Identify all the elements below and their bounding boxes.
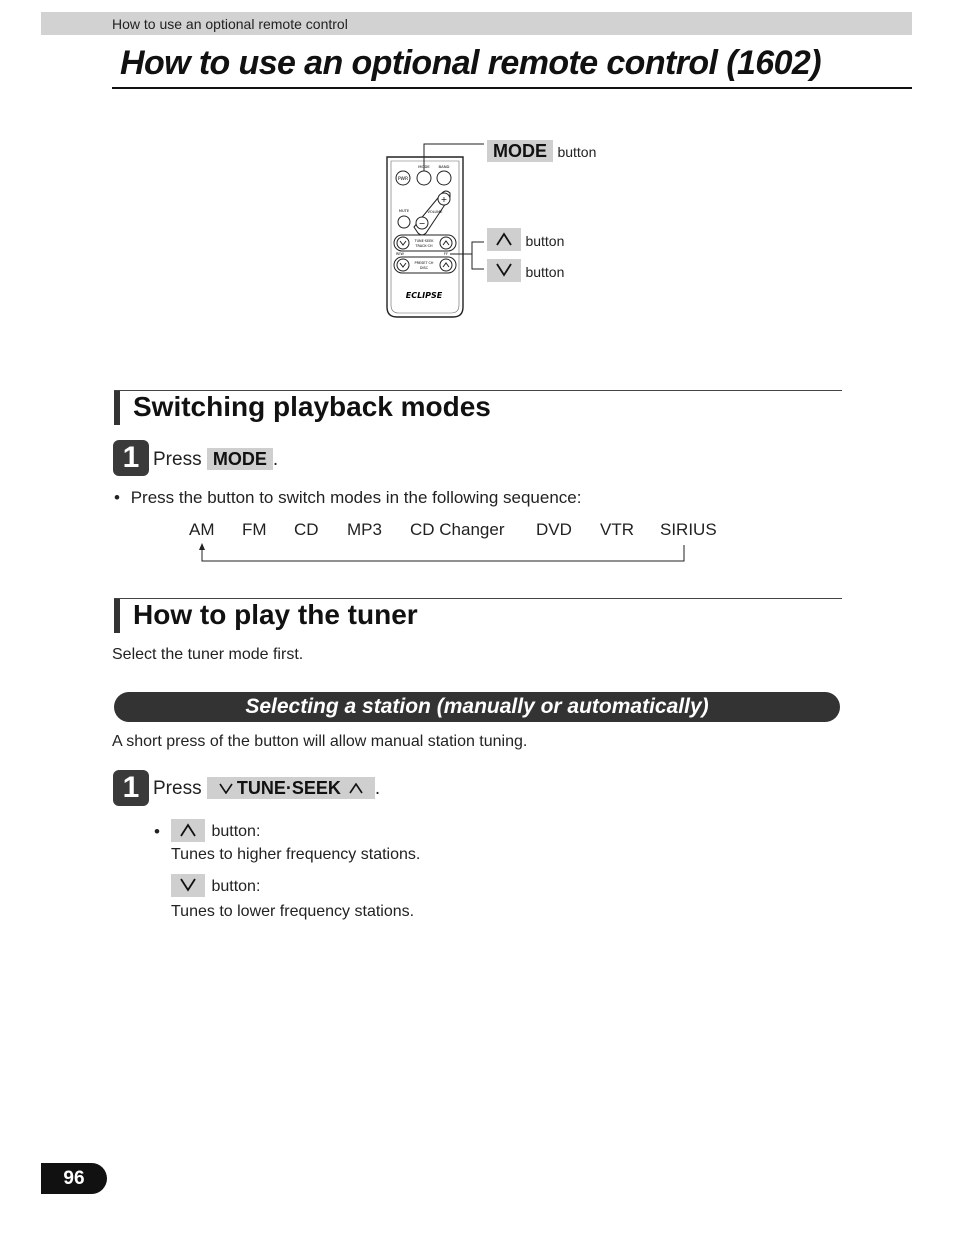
page-title: How to use an optional remote control (1602) [120,44,821,82]
tune-seek-label: TUNE·SEEK [236,778,341,798]
section1-step [153,448,278,471]
mode-key-label: MODE [487,140,553,162]
up-arrow-key-icon [171,819,205,842]
sequence-item-cd-changer: CD Changer [410,520,505,539]
remote-band-text: BAND [438,164,450,169]
sequence-item-am: AM [189,520,215,539]
section2-bar [114,599,120,633]
up-button-label: button: [211,823,261,840]
running-header-text: How to use an optional remote control [112,16,348,32]
sequence-loop-arrow [195,542,695,571]
section2-step-prefix: Press [153,778,202,799]
section2-intro: Select the tuner mode first. [112,646,304,663]
section2-step [153,777,380,800]
down-chevron-icon [219,783,233,794]
section1-mode-key: MODE [207,448,273,470]
station-banner: Selecting a station (manually or automatically) [114,692,840,722]
section2-step-suffix: . [374,778,381,799]
remote-track-text: TRACK·CH [415,244,433,248]
mode-callout-suffix: button [557,144,597,160]
title-rule [112,87,912,89]
remote-volume-text: VOLUME [427,210,443,214]
sequence-item-cd: CD [294,520,319,539]
down-callout [487,259,564,287]
remote-preset-text: PRESET CH [414,261,434,265]
up-button-desc: Tunes to higher frequency stations. [171,846,421,863]
section2-note: A short press of the button will allow manual station tuning. [112,733,528,750]
up-button-item [171,819,260,847]
remote-mode-text: MODE [418,164,430,169]
down-button-label: button: [211,878,261,895]
remote-disc-text: DISC [419,266,429,270]
tune-seek-key [207,777,375,799]
section2-bullet-mark: • [154,822,160,841]
section1-bullet-text: Press the button to switch modes in the following sequence: [130,488,582,507]
svg-text:−: − [418,219,426,228]
section1-bullet-mark: • [114,488,120,507]
section1-title: Switching playback modes [133,391,491,422]
remote-rew-text: REW [396,252,404,256]
down-button-desc: Tunes to lower frequency stations. [171,903,415,920]
down-callout-suffix: button [525,264,565,280]
up-chevron-icon [349,783,363,794]
down-arrow-key-icon [171,874,205,897]
sequence-item-dvd: DVD [536,520,572,539]
mode-callout [487,140,596,162]
remote-mute-text: MUTE [398,209,410,213]
remote-ff-text: FF [444,252,448,256]
up-arrow-icon [487,228,521,251]
remote-brand-text: ECLIPSE [405,291,443,300]
down-arrow-icon [487,259,521,282]
sequence-item-vtr: VTR [600,520,634,539]
down-button-item [171,874,260,902]
sequence-item-fm: FM [242,520,267,539]
section1-bar [114,391,120,425]
up-callout-suffix: button [525,233,565,249]
sequence-item-sirius: SIRIUS [660,520,717,539]
section2-title: How to play the tuner [133,599,418,630]
remote-tune-text: TUNE·SEEK [414,239,434,243]
section1-step-suffix: . [272,449,279,470]
section1-bullet [114,488,581,508]
up-callout [487,228,564,256]
page-number: 96 [41,1163,107,1194]
section1-step-prefix: Press [153,449,202,470]
svg-text:+: + [440,195,448,204]
section1-step-number: 1 [113,440,149,476]
remote-pwr-text: PWR [397,177,409,182]
sequence-item-mp3: MP3 [347,520,382,539]
section2-step-number: 1 [113,770,149,806]
